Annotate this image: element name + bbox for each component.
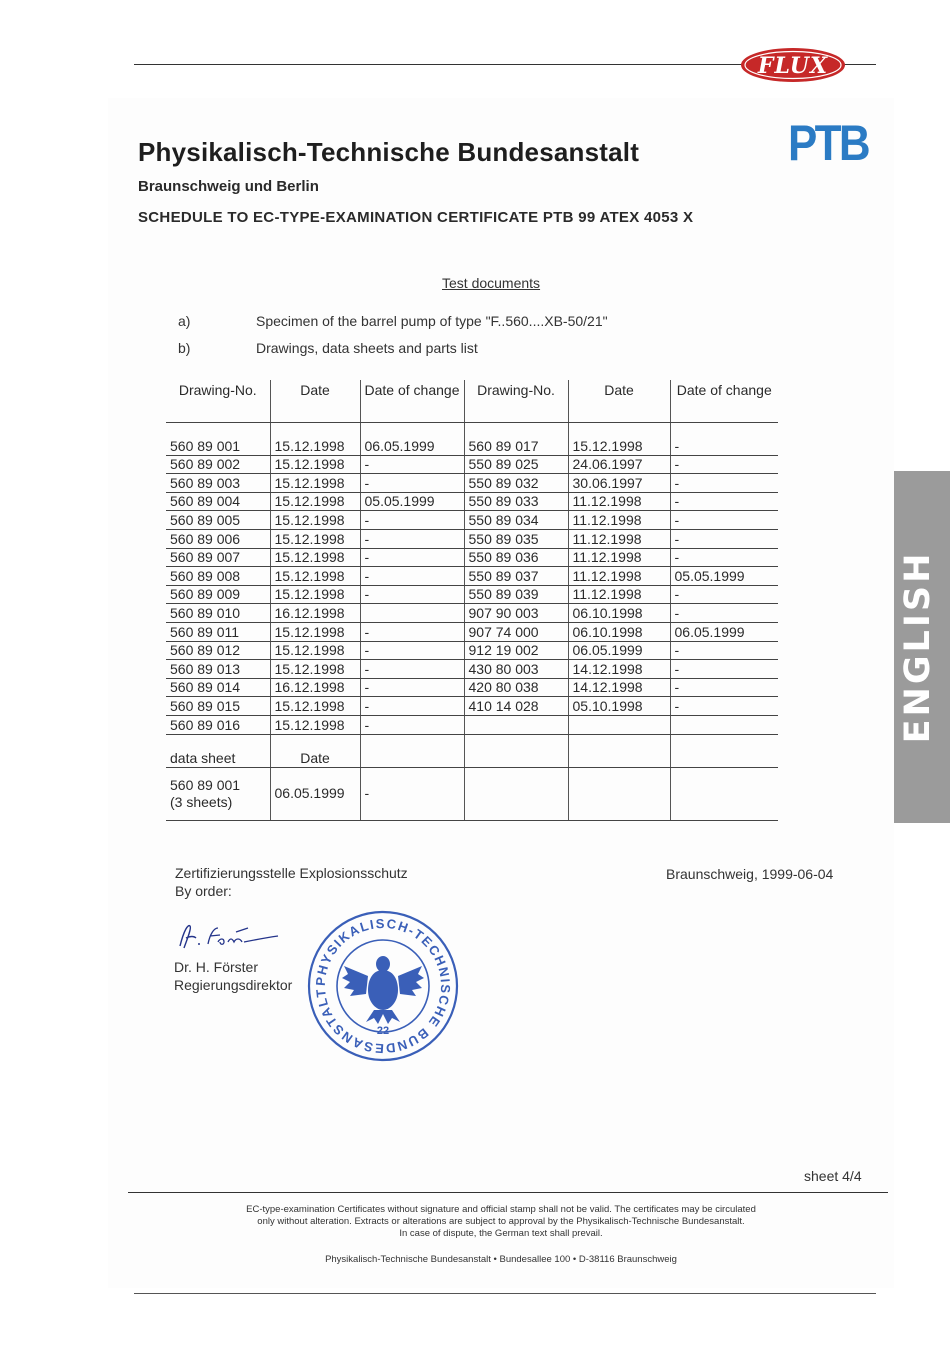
drawing-number-cell: 550 89 035	[464, 529, 568, 548]
drawing-number-cell: 550 89 033	[464, 492, 568, 511]
date-of-change-cell: -	[670, 437, 778, 455]
empty-cell	[464, 767, 568, 820]
empty-cell	[670, 734, 778, 767]
drawing-number-cell: 560 89 016	[166, 715, 270, 734]
date-of-change-cell	[360, 604, 464, 623]
signer-title: Regierungsdirektor	[174, 977, 293, 993]
empty-cell	[568, 767, 670, 820]
date-of-change-cell: -	[670, 604, 778, 623]
drawing-number-cell: 907 74 000	[464, 622, 568, 641]
table-row	[166, 604, 778, 623]
column-header: Date of change	[360, 380, 464, 423]
date-of-change-cell: -	[360, 715, 464, 734]
drawing-number-cell: 560 89 008	[166, 567, 270, 586]
date-of-change-cell: -	[670, 492, 778, 511]
data-sheet-header-row	[166, 734, 778, 767]
data-sheet-row	[166, 767, 778, 820]
drawing-number-cell: 912 19 002	[464, 641, 568, 660]
drawing-number-cell: 560 89 005	[166, 511, 270, 530]
date-of-change-cell: -	[360, 678, 464, 697]
seal-number: 22	[376, 1025, 390, 1037]
signer-block	[174, 958, 292, 994]
footer-notice-line: only without alteration. Extracts or alterations are subject to approval by the Physikalisch-Technische Bundesanstalt.	[257, 1216, 745, 1227]
date-cell: 11.12.1998	[568, 585, 670, 604]
date-of-change-cell: -	[670, 660, 778, 679]
sheet-number: sheet 4/4	[804, 1168, 862, 1184]
date-of-change-cell: -	[670, 455, 778, 474]
table-row	[166, 474, 778, 493]
drawing-number-cell: 410 14 028	[464, 697, 568, 716]
empty-cell	[670, 767, 778, 820]
date-cell: 15.12.1998	[270, 622, 360, 641]
date-of-change-cell: -	[360, 529, 464, 548]
column-header: Date	[568, 380, 670, 423]
official-seal	[304, 906, 462, 1066]
empty-cell	[568, 734, 670, 767]
date-cell: 15.12.1998	[270, 529, 360, 548]
date-of-change-cell: -	[360, 697, 464, 716]
date-of-change-cell: 05.05.1999	[360, 492, 464, 511]
date-of-change-cell: -	[670, 641, 778, 660]
date-cell: 11.12.1998	[568, 492, 670, 511]
drawing-number-cell: 560 89 002	[166, 455, 270, 474]
date-of-change-cell: 06.05.1999	[670, 622, 778, 641]
date-cell	[568, 715, 670, 734]
date-cell: 16.12.1998	[270, 678, 360, 697]
empty-cell	[464, 734, 568, 767]
drawing-number-cell: 560 89 006	[166, 529, 270, 548]
footer-rule	[128, 1192, 888, 1193]
column-header: Drawing-No.	[166, 380, 270, 423]
table-row	[166, 492, 778, 511]
flux-logo	[738, 44, 848, 86]
date-of-change-cell: -	[670, 585, 778, 604]
drawing-number-cell: 560 89 009	[166, 585, 270, 604]
date-cell: 15.12.1998	[270, 567, 360, 586]
data-sheet-change: -	[360, 767, 464, 820]
drawing-number-cell: 550 89 037	[464, 567, 568, 586]
date-cell: 24.06.1997	[568, 455, 670, 474]
date-of-change-cell: -	[360, 585, 464, 604]
date-cell: 15.12.1998	[270, 641, 360, 660]
table-row	[166, 585, 778, 604]
date-cell: 15.12.1998	[270, 492, 360, 511]
date-cell: 05.10.1998	[568, 697, 670, 716]
drawing-number-cell: 430 80 003	[464, 660, 568, 679]
seal-text: PHYSIKALISCH-TECHNISCHE BUNDESANSTALT	[312, 915, 454, 1057]
date-cell: 16.12.1998	[270, 604, 360, 623]
data-sheet-number-cell	[166, 767, 270, 820]
drawing-number-cell: 560 89 007	[166, 548, 270, 567]
drawing-number-cell: 560 89 001	[166, 437, 270, 455]
date-cell: 15.12.1998	[270, 548, 360, 567]
ptb-logo	[786, 118, 870, 164]
table-header-row	[166, 380, 778, 423]
drawing-number-cell: 550 89 025	[464, 455, 568, 474]
date-cell: 15.12.1998	[568, 437, 670, 455]
data-sheet-label: data sheet	[166, 734, 270, 767]
drawing-number-cell: 560 89 010	[166, 604, 270, 623]
drawing-number-cell: 907 90 003	[464, 604, 568, 623]
date-cell: 14.12.1998	[568, 660, 670, 679]
date-of-change-cell: -	[360, 622, 464, 641]
ptb-logo-text: PTB	[788, 118, 869, 164]
certificate-scan	[108, 98, 894, 1288]
data-sheet-count: (3 sheets)	[170, 793, 233, 810]
by-order-label: By order:	[175, 883, 232, 899]
table-row	[166, 511, 778, 530]
date-of-change-cell: -	[360, 455, 464, 474]
certification-body	[175, 864, 408, 900]
column-header: Drawing-No.	[464, 380, 568, 423]
date-cell: 06.10.1998	[568, 622, 670, 641]
date-cell: 15.12.1998	[270, 697, 360, 716]
date-of-change-cell: -	[360, 548, 464, 567]
list-item-specimen: Specimen of the barrel pump of type "F..560....XB-50/21"	[256, 313, 608, 329]
table-row	[166, 678, 778, 697]
list-marker-a: a)	[178, 313, 191, 329]
date-cell: 15.12.1998	[270, 437, 360, 455]
schedule-title: SCHEDULE TO EC-TYPE-EXAMINATION CERTIFICATE PTB 99 ATEX 4053 X	[138, 209, 694, 226]
date-of-change-cell: -	[360, 474, 464, 493]
drawing-number-cell: 560 89 014	[166, 678, 270, 697]
data-sheet-date-label: Date	[270, 734, 360, 767]
date-cell: 30.06.1997	[568, 474, 670, 493]
date-cell: 11.12.1998	[568, 529, 670, 548]
date-cell: 15.12.1998	[270, 660, 360, 679]
date-cell: 15.12.1998	[270, 474, 360, 493]
date-cell: 15.12.1998	[270, 511, 360, 530]
drawing-number-cell: 560 89 015	[166, 697, 270, 716]
language-tab-label: ENGLISH	[898, 550, 938, 744]
table-row	[166, 567, 778, 586]
drawing-number-cell: 550 89 036	[464, 548, 568, 567]
date-of-change-cell: 05.05.1999	[670, 567, 778, 586]
data-sheet-number: 560 89 001	[170, 776, 241, 793]
date-cell: 11.12.1998	[568, 548, 670, 567]
handwritten-signature	[174, 916, 284, 956]
table-row	[166, 455, 778, 474]
signer-name: Dr. H. Förster	[174, 959, 259, 975]
footer-address: Physikalisch-Technische Bundesanstalt • Bundesallee 100 • D-38116 Braunschweig	[325, 1254, 677, 1265]
table-row	[166, 641, 778, 660]
date-of-change-cell: 06.05.1999	[360, 437, 464, 455]
date-cell: 11.12.1998	[568, 511, 670, 530]
table-row	[166, 548, 778, 567]
certification-body-name: Zertifizierungsstelle Explosionsschutz	[175, 865, 408, 881]
date-of-change-cell	[670, 715, 778, 734]
date-of-change-cell: -	[360, 511, 464, 530]
language-tab[interactable]	[886, 471, 950, 823]
date-cell: 06.05.1999	[568, 641, 670, 660]
empty-cell	[360, 734, 464, 767]
drawing-number-cell: 420 80 038	[464, 678, 568, 697]
table-row	[166, 697, 778, 716]
table-spacer	[166, 423, 778, 438]
date-of-change-cell: -	[670, 678, 778, 697]
drawing-number-cell: 550 89 032	[464, 474, 568, 493]
footer-notice	[108, 1204, 894, 1240]
test-documents-heading: Test documents	[442, 275, 541, 291]
date-of-change-cell: -	[360, 660, 464, 679]
drawing-number-cell	[464, 715, 568, 734]
drawings-table	[166, 380, 778, 821]
data-sheet-date: 06.05.1999	[270, 767, 360, 820]
drawing-number-cell: 560 89 004	[166, 492, 270, 511]
drawing-number-cell: 560 89 003	[166, 474, 270, 493]
place-and-date: Braunschweig, 1999-06-04	[666, 866, 834, 882]
date-of-change-cell: -	[670, 529, 778, 548]
eagle-emblem	[342, 956, 424, 1024]
date-cell: 06.10.1998	[568, 604, 670, 623]
drawing-number-cell: 560 89 017	[464, 437, 568, 455]
institution-name: Physikalisch-Technische Bundesanstalt	[138, 137, 640, 167]
table-row	[166, 622, 778, 641]
list-marker-b: b)	[178, 340, 191, 356]
drawing-number-cell: 560 89 012	[166, 641, 270, 660]
date-cell: 15.12.1998	[270, 455, 360, 474]
table-row	[166, 660, 778, 679]
table-row	[166, 437, 778, 455]
institution-cities: Braunschweig und Berlin	[138, 178, 319, 195]
date-cell: 14.12.1998	[568, 678, 670, 697]
date-cell: 15.12.1998	[270, 715, 360, 734]
date-of-change-cell: -	[670, 511, 778, 530]
date-of-change-cell: -	[360, 641, 464, 660]
date-of-change-cell: -	[670, 474, 778, 493]
footer-notice-line: EC-type-examination Certificates without signature and official stamp shall not be valid. The certificates may be circulated	[246, 1204, 756, 1215]
column-header: Date of change	[670, 380, 778, 423]
column-header: Date	[270, 380, 360, 423]
date-of-change-cell: -	[670, 697, 778, 716]
date-of-change-cell: -	[670, 548, 778, 567]
footer-notice-line: In case of dispute, the German text shall prevail.	[399, 1228, 603, 1239]
table-row	[166, 715, 778, 734]
drawing-number-cell: 560 89 011	[166, 622, 270, 641]
date-cell: 15.12.1998	[270, 585, 360, 604]
page-footer-rule	[134, 1293, 876, 1294]
drawing-number-cell: 550 89 039	[464, 585, 568, 604]
drawing-number-cell: 560 89 013	[166, 660, 270, 679]
date-cell: 11.12.1998	[568, 567, 670, 586]
date-of-change-cell: -	[360, 567, 464, 586]
drawing-number-cell: 550 89 034	[464, 511, 568, 530]
list-item-drawings: Drawings, data sheets and parts list	[256, 340, 478, 356]
flux-logo-text: FLUX	[757, 53, 829, 79]
table-row	[166, 529, 778, 548]
